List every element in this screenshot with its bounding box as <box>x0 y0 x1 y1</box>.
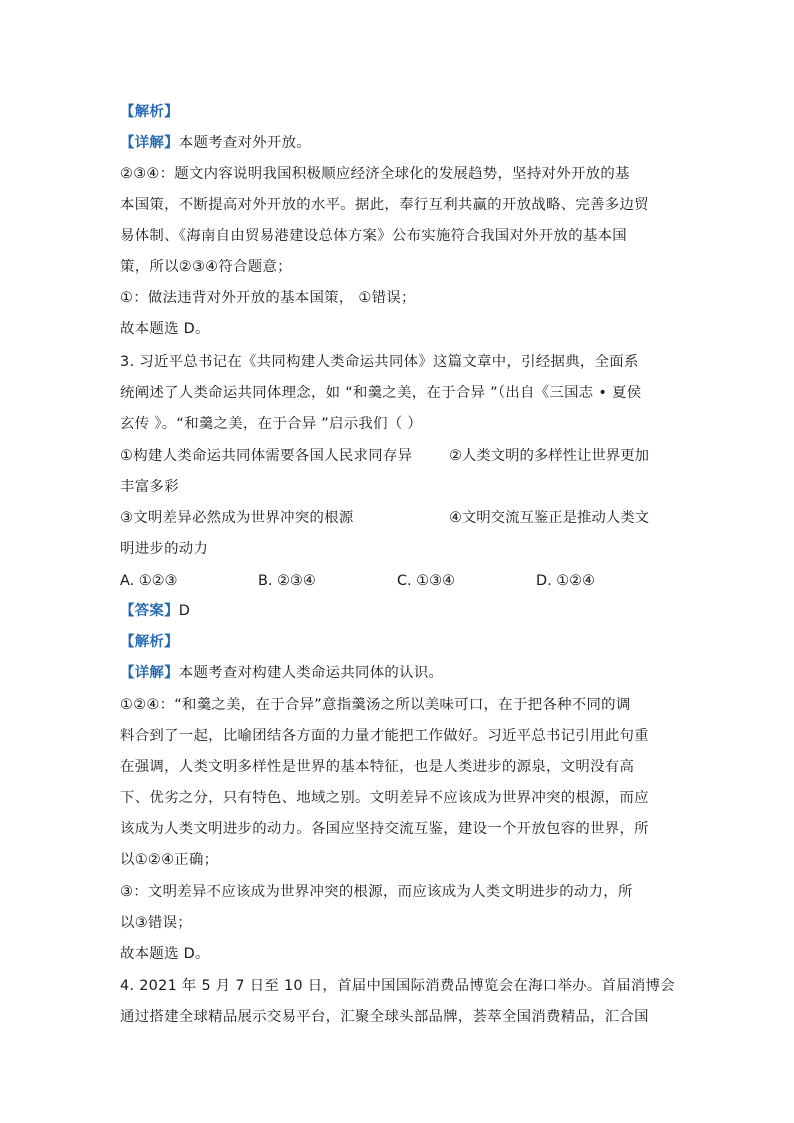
paragraph-line: 易体制、《海南自由贸易港建设总体方案》公布实施符合我国对外开放的基本国 <box>120 228 627 244</box>
choice-a: A. ①②③ <box>120 573 178 589</box>
paragraph-line: 本国策，不断提高对外开放的水平。据此，奉行互利共赢的开放战略、完善多边贸 <box>120 197 649 213</box>
statement-2-cont: 丰富多彩 <box>120 479 179 495</box>
question-4-stem: 通过搭建全球精品展示交易平台，汇聚全球头部品牌，荟萃全国消费精品，汇合国 <box>120 1009 649 1025</box>
paragraph-line: 料合到了一起，比喻团结各方面的力量才能把工作做好。习近平总书记引用此句重 <box>120 728 649 744</box>
detail-text: 本题考查对外开放。 <box>178 135 311 151</box>
detail-tag: 【详解】 <box>120 135 179 151</box>
detail-line <box>120 663 443 683</box>
paragraph-line: ③：文明差异不应该成为世界冲突的根源，而应该成为人类文明进步的动力，所 <box>120 884 633 900</box>
statement-4-cont: 明进步的动力 <box>120 541 209 557</box>
question-3-stem: 统阐述了人类命运共同体理念，如 “和羹之美，在于合异 ”（出自《三国志 • 夏侯 <box>120 385 642 401</box>
statement-3: ③文明差异必然成为世界冲突的根源 <box>120 510 354 526</box>
analysis-heading: 【解析】 <box>120 104 179 120</box>
statement-1: ①构建人类命运共同体需要各国人民求同存异 <box>120 448 413 464</box>
answer-value: D <box>178 603 191 619</box>
detail-tag: 【详解】 <box>120 665 179 681</box>
detail-line <box>120 133 311 153</box>
analysis-heading: 【解析】 <box>120 634 179 650</box>
choice-d: D. ①②④ <box>536 573 595 589</box>
choice-c: C. ①③④ <box>397 573 455 589</box>
choice-b: B. ②③④ <box>258 573 316 589</box>
paragraph-line: ①②④：“和羹之美，在于合异”意指羹汤之所以美味可口，在于把各种不同的调 <box>120 697 631 713</box>
paragraph-line: 以③错误； <box>120 915 192 931</box>
statement-4: ④文明交流互鉴正是推动人类文 <box>449 510 649 526</box>
question-4-stem: 4. 2021 年 5 月 7 日至 10 日，首届中国国际消费品博览会在海口举办。首届消博会 <box>120 978 676 994</box>
paragraph-line: 下、优劣之分，只有特色、地域之别。文明差异不应该成为世界冲突的根源，而应 <box>120 790 649 806</box>
paragraph-line: 该成为人类文明进步的动力。各国应坚持交流互鉴，建设一个开放包容的世界，所 <box>120 821 649 837</box>
paragraph-line: 策，所以②③④符合题意； <box>120 259 292 275</box>
paragraph-line: ②③④：题文内容说明我国积极顺应经济全球化的发展趋势，坚持对外开放的基 <box>120 166 630 182</box>
answer-tag: 【答案】 <box>120 603 179 619</box>
paragraph-line: 以①②④正确； <box>120 852 219 868</box>
answer-line <box>120 601 190 621</box>
statement-2: ②人类文明的多样性让世界更加 <box>449 448 649 464</box>
question-3-stem: 玄传 》。“和羹之美，在于合异 ”启示我们（ ） <box>120 416 423 432</box>
detail-text: 本题考查对构建人类命运共同体的认识。 <box>178 665 444 681</box>
question-3-stem: 3. 习近平总书记在《共同构建人类命运共同体》这篇文章中，引经据典，全面系 <box>120 354 639 370</box>
paragraph-line: 在强调，人类文明多样性是世界的基本特征，也是人类进步的源泉，文明没有高 <box>120 759 635 775</box>
paragraph-line: 故本题选 D。 <box>120 321 210 337</box>
paragraph-line: ①：做法违背对外开放的基本国策， ①错误； <box>120 290 416 306</box>
paragraph-line: 故本题选 D。 <box>120 946 210 962</box>
